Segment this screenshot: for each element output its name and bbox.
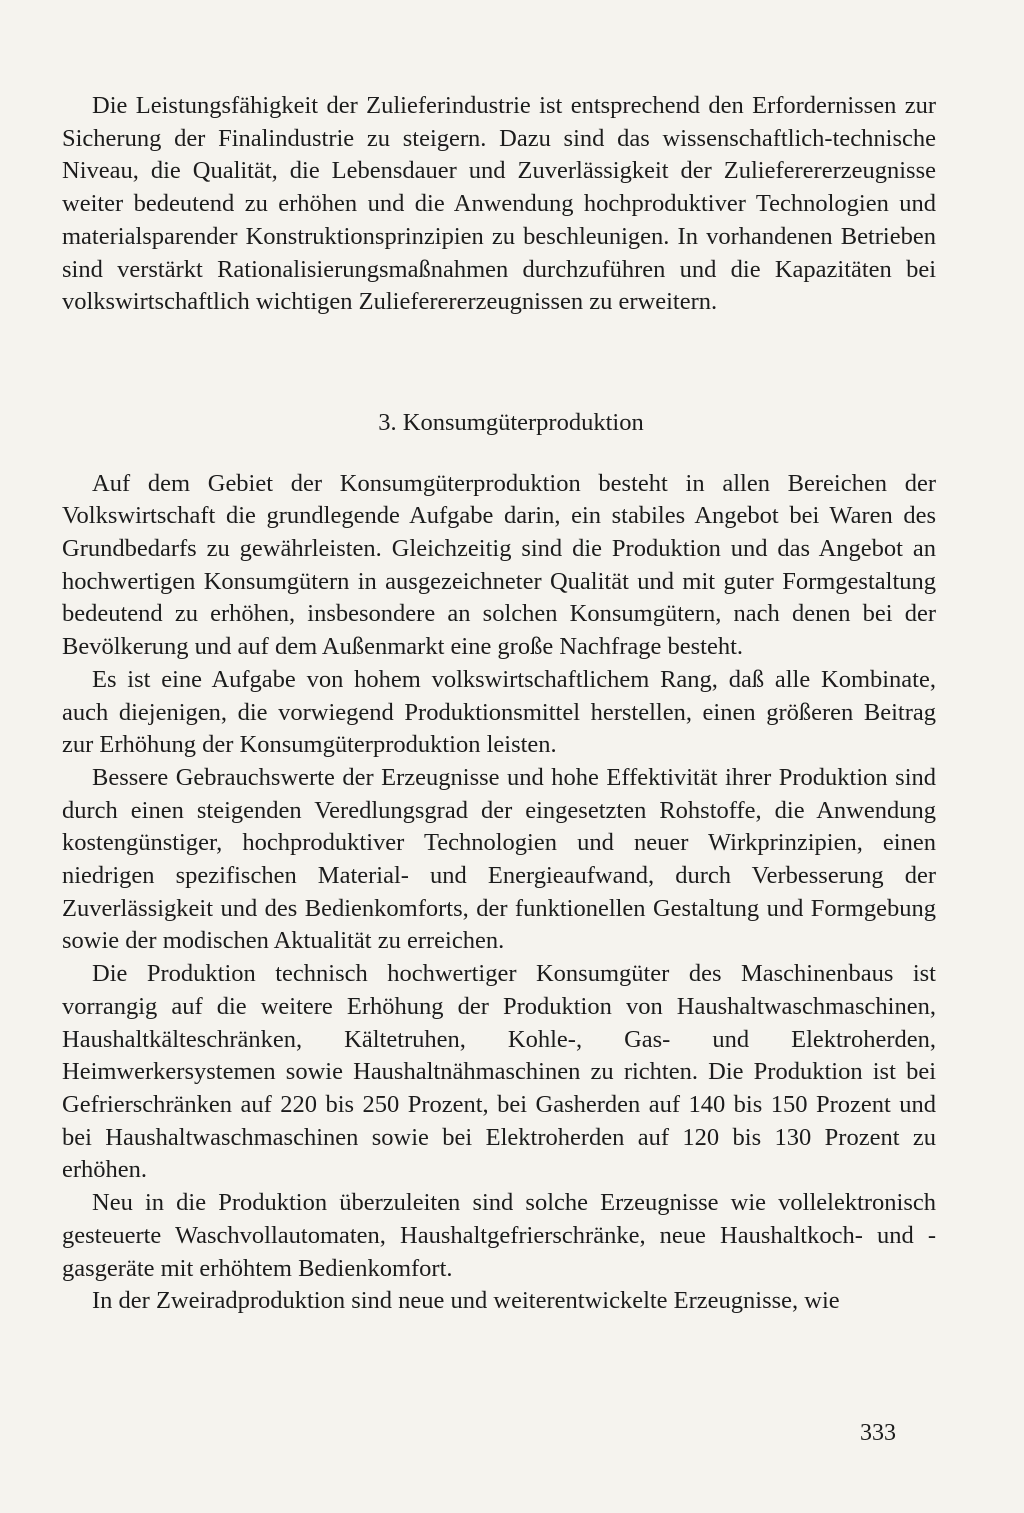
page-body (62, 90, 936, 1318)
paragraph-3: Bessere Gebrauchswerte der Erzeugnisse und hohe Effektivität ihrer Produktion sind durch einen steigenden Veredlungsgrad der eingesetzten Rohstoffe, die Anwendung kostengünstiger, hochproduktiver Technologien und neuer Wirkprinzipien, einen niedrigen spezifischen Material- und Energieaufwand, durch Verbesserung der Zuverlässigkeit und des Bedienkomforts, der funktionellen Gestaltung und Formgebung sowie der modischen Aktualität zu erreichen. (62, 763, 936, 955)
paragraph-4: Die Produktion technisch hochwertiger Konsumgüter des Maschinenbaus ist vorrangig auf die weitere Erhöhung der Produktion von Haushaltwaschmaschinen, Haushaltkälteschränken, Kältetruhen, Kohle-, Gas- und Elektroherden, Heimwerkersystemen sowie Haushaltnähmaschinen zu richten. Die Produktion ist bei Gefrierschränken auf 220 bis 250 Prozent, bei Gasherden auf 140 bis 150 Prozent und bei Haushaltwaschmaschinen sowie bei Elektroherden auf 120 bis 130 Prozent zu erhöhen. (62, 960, 936, 1184)
paragraph-6: In der Zweiradproduktion sind neue und weiterentwickelte Erzeugnisse, wie (92, 1287, 840, 1315)
paragraph-2: Es ist eine Aufgabe von hohem volkswirtschaftlichem Rang, daß alle Kombinate, auch diejenigen, die vorwiegend Produktionsmittel herstellen, einen größeren Beitrag zur Erhöhung der Konsumgüterproduktion leisten. (62, 665, 936, 759)
heading-spacer (62, 440, 936, 468)
paragraph-5: Neu in die Produktion überzuleiten sind solche Erzeugnisse wie vollelektronisch gesteuerte Waschvollautomaten, Haushaltgefrierschränke, neue Haushaltkoch- und -gasgeräte mit erhöhtem Bedienkomfort. (62, 1189, 936, 1282)
paragraph-1: Auf dem Gebiet der Konsumgüterproduktion besteht in allen Bereichen der Volkswirtschaft die grundlegende Aufgabe darin, ein stabiles Angebot bei Waren des Grundbedarfs zu gewährleisten. Gleichzeitig sind die Produktion und das Angebot an hochwertigen Konsumgütern in ausgezeichneter Qualität und mit guter Formgestaltung bedeutend zu erhöhen, insbesondere an solchen Konsumgütern, nach denen bei der Bevölkerung und auf dem Außenmarkt eine große Nachfrage besteht. (62, 469, 936, 661)
section-spacer (62, 319, 936, 407)
page-number: 333 (860, 1420, 896, 1446)
section-heading: 3. Konsumgüterproduktion (378, 408, 644, 436)
paragraph-intro: Die Leistungsfähigkeit der Zulieferindustrie ist entsprechend den Erfordernissen zur Sicherung der Finalindustrie zu steigern. Dazu sind das wissenschaftlich-technische Niveau, die Qualität, die Lebensdauer und Zuverlässigkeit der Zulieferererzeugnisse weiter bedeutend zu erhöhen und die Anwendung hochproduktiver Technologien und materialsparender Konstruktionsprinzipien zu beschleunigen. In vorhandenen Betrieben sind verstärkt Rationalisierungsmaßnahmen durchzuführen und die Kapazitäten bei volkswirtschaftlich wichtigen Zulieferererzeugnissen zu erweitern. (62, 92, 936, 316)
